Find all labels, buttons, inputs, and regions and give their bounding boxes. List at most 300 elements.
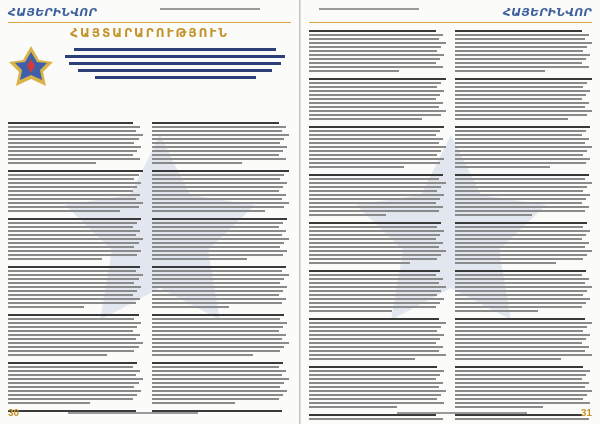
text-line: [455, 402, 590, 404]
text-line: [309, 254, 441, 256]
text-line: [455, 142, 585, 144]
text-line: [309, 138, 443, 140]
issue-info-right: [319, 8, 419, 12]
text-line: [455, 126, 590, 128]
text-line: [152, 230, 286, 232]
page-number-left: 30: [8, 408, 20, 419]
text-line: [455, 394, 587, 396]
text-line: [309, 394, 441, 396]
text-line: [152, 382, 284, 384]
text-line: [152, 366, 279, 368]
text-line: [309, 62, 436, 64]
text-line: [152, 330, 279, 332]
text-line: [309, 366, 437, 368]
text-line: [8, 402, 90, 404]
text-line: [152, 198, 282, 200]
text-line: [309, 330, 437, 332]
text-line: [309, 194, 444, 196]
text-line: [455, 38, 585, 40]
text-line: [455, 398, 583, 400]
text-line: [8, 270, 136, 272]
text-line: [455, 202, 582, 204]
text-line: [455, 366, 583, 368]
text-line: [455, 226, 583, 228]
text-line: [309, 134, 436, 136]
text-line: [152, 290, 283, 292]
text-line: [8, 346, 139, 348]
text-line: [309, 58, 440, 60]
text-line: [8, 370, 140, 372]
text-line: [152, 354, 253, 356]
text-line: [152, 238, 289, 240]
text-line: [309, 282, 439, 284]
text-line: [309, 322, 446, 324]
text-line: [8, 138, 139, 140]
text-line: [309, 98, 436, 100]
footer-left: [8, 408, 293, 418]
text-line: [152, 342, 289, 344]
text-line: [8, 398, 133, 400]
text-line: [309, 78, 446, 80]
text-line: [152, 218, 287, 220]
text-line: [8, 258, 102, 260]
text-line: [455, 150, 587, 152]
left-page: [0, 0, 299, 424]
text-line: [152, 326, 283, 328]
text-line: [152, 286, 287, 288]
text-line: [309, 326, 441, 328]
intro-line: [78, 69, 271, 72]
text-line: [309, 162, 440, 164]
text-line: [152, 206, 284, 208]
text-line: [455, 206, 589, 208]
text-line: [309, 346, 443, 348]
text-line: [152, 274, 289, 276]
text-line: [8, 194, 140, 196]
text-line: [455, 106, 585, 108]
text-line: [455, 318, 585, 320]
text-line: [455, 94, 586, 96]
text-line: [309, 298, 444, 300]
text-line: [455, 350, 585, 352]
text-line: [8, 342, 143, 344]
footer-text-right: [397, 412, 527, 414]
text-line: [455, 70, 545, 72]
text-line: [152, 402, 235, 404]
footer-right: [307, 408, 592, 418]
text-line: [455, 238, 582, 240]
text-line: [309, 234, 440, 236]
text-line: [8, 238, 143, 240]
text-line: [309, 418, 443, 420]
text-line: [455, 62, 582, 64]
text-line: [8, 174, 139, 176]
text-line: [152, 394, 283, 396]
text-line: [455, 98, 582, 100]
text-line: [309, 350, 439, 352]
text-line: [8, 390, 141, 392]
text-line: [309, 190, 437, 192]
text-line: [309, 114, 441, 116]
text-line: [309, 126, 444, 128]
text-line: [152, 258, 247, 260]
text-line: [455, 66, 589, 68]
text-line: [8, 386, 134, 388]
text-line: [455, 358, 561, 360]
text-line: [309, 318, 439, 320]
text-line: [309, 246, 439, 248]
text-line: [455, 310, 538, 312]
text-line: [309, 310, 392, 312]
text-line: [309, 354, 446, 356]
text-line: [309, 150, 441, 152]
text-line: [455, 274, 582, 276]
text-line: [309, 154, 437, 156]
text-line: [152, 314, 284, 316]
text-line: [8, 222, 137, 224]
text-line: [455, 294, 583, 296]
text-line: [455, 154, 583, 156]
text-line: [455, 234, 586, 236]
text-line: [309, 86, 437, 88]
text-line: [309, 70, 399, 72]
text-line: [8, 162, 96, 164]
text-line: [309, 66, 443, 68]
text-line: [8, 286, 141, 288]
text-line: [455, 42, 592, 44]
text-line: [455, 354, 592, 356]
page-number-right: 31: [580, 408, 592, 419]
text-line: [8, 394, 137, 396]
text-line: [309, 398, 437, 400]
text-line: [8, 338, 136, 340]
right-column-1: [309, 30, 447, 422]
text-line: [8, 274, 143, 276]
text-line: [152, 250, 287, 252]
text-line: [8, 218, 141, 220]
text-line: [152, 158, 286, 160]
text-line: [152, 370, 286, 372]
text-line: [8, 322, 141, 324]
text-line: [8, 330, 133, 332]
text-line: [152, 302, 282, 304]
text-line: [8, 226, 133, 228]
text-line: [309, 402, 444, 404]
text-line: [152, 246, 280, 248]
text-line: [309, 106, 439, 108]
text-line: [455, 34, 589, 36]
text-line: [309, 174, 443, 176]
text-line: [455, 146, 592, 148]
text-line: [152, 378, 289, 380]
text-line: [152, 194, 286, 196]
right-page: [301, 0, 600, 424]
text-line: [8, 354, 107, 356]
issue-info: [160, 8, 260, 12]
text-line: [455, 390, 592, 392]
text-line: [309, 30, 436, 32]
text-line: [152, 130, 282, 132]
text-line: [152, 306, 229, 308]
text-line: [152, 186, 283, 188]
text-line: [152, 390, 287, 392]
text-line: [309, 210, 439, 212]
text-line: [152, 210, 265, 212]
text-line: [455, 190, 583, 192]
text-line: [455, 182, 592, 184]
text-line: [152, 178, 280, 180]
text-line: [309, 390, 446, 392]
text-line: [455, 86, 583, 88]
text-line: [455, 378, 582, 380]
text-line: [152, 318, 280, 320]
text-line: [309, 102, 443, 104]
text-line: [309, 142, 439, 144]
text-line: [309, 270, 440, 272]
text-line: [455, 114, 587, 116]
text-line: [8, 202, 143, 204]
text-line: [455, 418, 589, 420]
text-line: [152, 270, 282, 272]
text-line: [152, 398, 279, 400]
text-line: [152, 222, 283, 224]
text-line: [152, 350, 280, 352]
text-line: [455, 254, 587, 256]
text-line: [309, 214, 386, 216]
text-line: [8, 254, 137, 256]
text-line: [455, 90, 590, 92]
text-line: [8, 150, 137, 152]
text-line: [309, 46, 441, 48]
text-line: [455, 334, 590, 336]
text-line: [152, 142, 280, 144]
header-rule-right: [309, 22, 592, 23]
text-line: [455, 46, 587, 48]
text-line: [8, 382, 139, 384]
text-line: [309, 334, 444, 336]
text-line: [8, 134, 143, 136]
text-line: [455, 178, 585, 180]
text-line: [152, 122, 279, 124]
text-line: [455, 50, 583, 52]
text-line: [455, 214, 532, 216]
text-line: [455, 82, 587, 84]
text-line: [8, 122, 133, 124]
intro-line: [74, 48, 276, 51]
text-line: [8, 170, 143, 172]
text-line: [8, 326, 137, 328]
text-line: [455, 174, 589, 176]
text-line: [8, 362, 137, 364]
text-line: [309, 202, 436, 204]
intro-line: [95, 76, 256, 79]
text-line: [8, 230, 140, 232]
text-line: [455, 302, 586, 304]
text-line: [309, 146, 446, 148]
text-line: [455, 138, 589, 140]
text-line: [309, 226, 437, 228]
text-line: [8, 366, 133, 368]
text-line: [8, 242, 139, 244]
text-line: [455, 162, 586, 164]
text-line: [309, 222, 441, 224]
text-line: [8, 154, 133, 156]
text-line: [455, 330, 583, 332]
text-line: [309, 50, 437, 52]
text-line: [309, 382, 443, 384]
page-title: ՀԱՅՏԱՐԱՐՈՒԹՅՈՒՆ: [70, 26, 229, 40]
text-line: [455, 386, 585, 388]
text-line: [8, 234, 136, 236]
text-line: [8, 198, 136, 200]
text-line: [309, 166, 404, 168]
text-line: [8, 306, 84, 308]
text-line: [309, 242, 443, 244]
text-line: [152, 346, 284, 348]
text-line: [8, 318, 134, 320]
text-line: [455, 58, 586, 60]
intro-line: [65, 55, 286, 58]
text-line: [309, 306, 436, 308]
text-line: [455, 198, 586, 200]
text-line: [309, 38, 439, 40]
text-line: [455, 278, 589, 280]
text-line: [309, 90, 444, 92]
text-line: [8, 334, 140, 336]
text-line: [309, 286, 446, 288]
text-line: [309, 374, 440, 376]
text-line: [152, 298, 286, 300]
text-line: [8, 186, 137, 188]
text-line: [8, 374, 136, 376]
text-line: [309, 294, 437, 296]
text-line: [455, 158, 590, 160]
text-line: [309, 54, 444, 56]
text-line: [152, 150, 283, 152]
text-line: [309, 302, 440, 304]
text-line: [8, 298, 140, 300]
text-line: [455, 186, 587, 188]
text-line: [455, 134, 582, 136]
text-line: [309, 342, 436, 344]
text-line: [8, 142, 134, 144]
text-line: [455, 322, 592, 324]
text-line: [152, 190, 279, 192]
intro-text: [60, 48, 290, 83]
text-line: [8, 158, 140, 160]
text-line: [8, 350, 134, 352]
text-line: [309, 370, 444, 372]
text-line: [8, 278, 139, 280]
text-line: [8, 282, 134, 284]
right-column-2: [455, 30, 593, 422]
text-line: [455, 110, 592, 112]
header-rule: [8, 22, 291, 23]
text-line: [455, 194, 590, 196]
text-line: [455, 242, 589, 244]
text-line: [152, 282, 280, 284]
text-line: [455, 250, 592, 252]
text-line: [455, 326, 587, 328]
text-line: [455, 338, 586, 340]
text-line: [309, 178, 439, 180]
text-line: [309, 230, 444, 232]
text-line: [152, 338, 282, 340]
text-line: [309, 258, 437, 260]
text-line: [309, 182, 446, 184]
text-line: [455, 270, 586, 272]
text-line: [152, 170, 289, 172]
text-line: [152, 334, 286, 336]
text-line: [8, 146, 141, 148]
text-line: [455, 370, 590, 372]
text-line: [455, 30, 582, 32]
text-line: [455, 374, 586, 376]
text-line: [309, 130, 440, 132]
masthead: ՀԱՅԵՐԻՆՎՈՐ: [8, 7, 98, 19]
text-line: [309, 198, 440, 200]
text-line: [152, 174, 284, 176]
text-line: [455, 286, 592, 288]
text-line: [455, 102, 589, 104]
text-line: [309, 278, 443, 280]
text-line: [8, 126, 140, 128]
text-line: [152, 362, 283, 364]
left-column-1: [8, 122, 144, 414]
text-line: [152, 254, 283, 256]
text-line: [152, 134, 289, 136]
text-line: [152, 374, 282, 376]
text-line: [309, 238, 436, 240]
text-line: [309, 274, 436, 276]
text-line: [8, 182, 141, 184]
text-line: [152, 322, 287, 324]
text-line: [455, 298, 590, 300]
text-line: [8, 266, 140, 268]
text-line: [455, 246, 585, 248]
text-line: [455, 54, 590, 56]
text-line: [8, 246, 134, 248]
text-line: [455, 342, 582, 344]
text-line: [455, 210, 585, 212]
footer-text-left: [68, 412, 198, 414]
text-line: [455, 346, 589, 348]
text-line: [455, 306, 582, 308]
text-line: [8, 314, 139, 316]
text-line: [309, 250, 446, 252]
text-line: [152, 294, 279, 296]
text-line: [455, 258, 583, 260]
text-line: [8, 178, 134, 180]
text-line: [8, 302, 136, 304]
text-line: [309, 94, 440, 96]
text-line: [152, 278, 284, 280]
text-line: [8, 250, 141, 252]
text-line: [152, 182, 287, 184]
intro-line: [69, 62, 281, 65]
text-line: [309, 386, 439, 388]
text-line: [152, 162, 242, 164]
text-line: [309, 338, 440, 340]
text-line: [455, 78, 592, 80]
text-line: [152, 154, 279, 156]
text-line: [152, 202, 289, 204]
left-column-2: [152, 122, 290, 414]
text-line: [8, 130, 136, 132]
text-line: [8, 206, 139, 208]
text-line: [309, 42, 446, 44]
text-line: [8, 378, 143, 380]
